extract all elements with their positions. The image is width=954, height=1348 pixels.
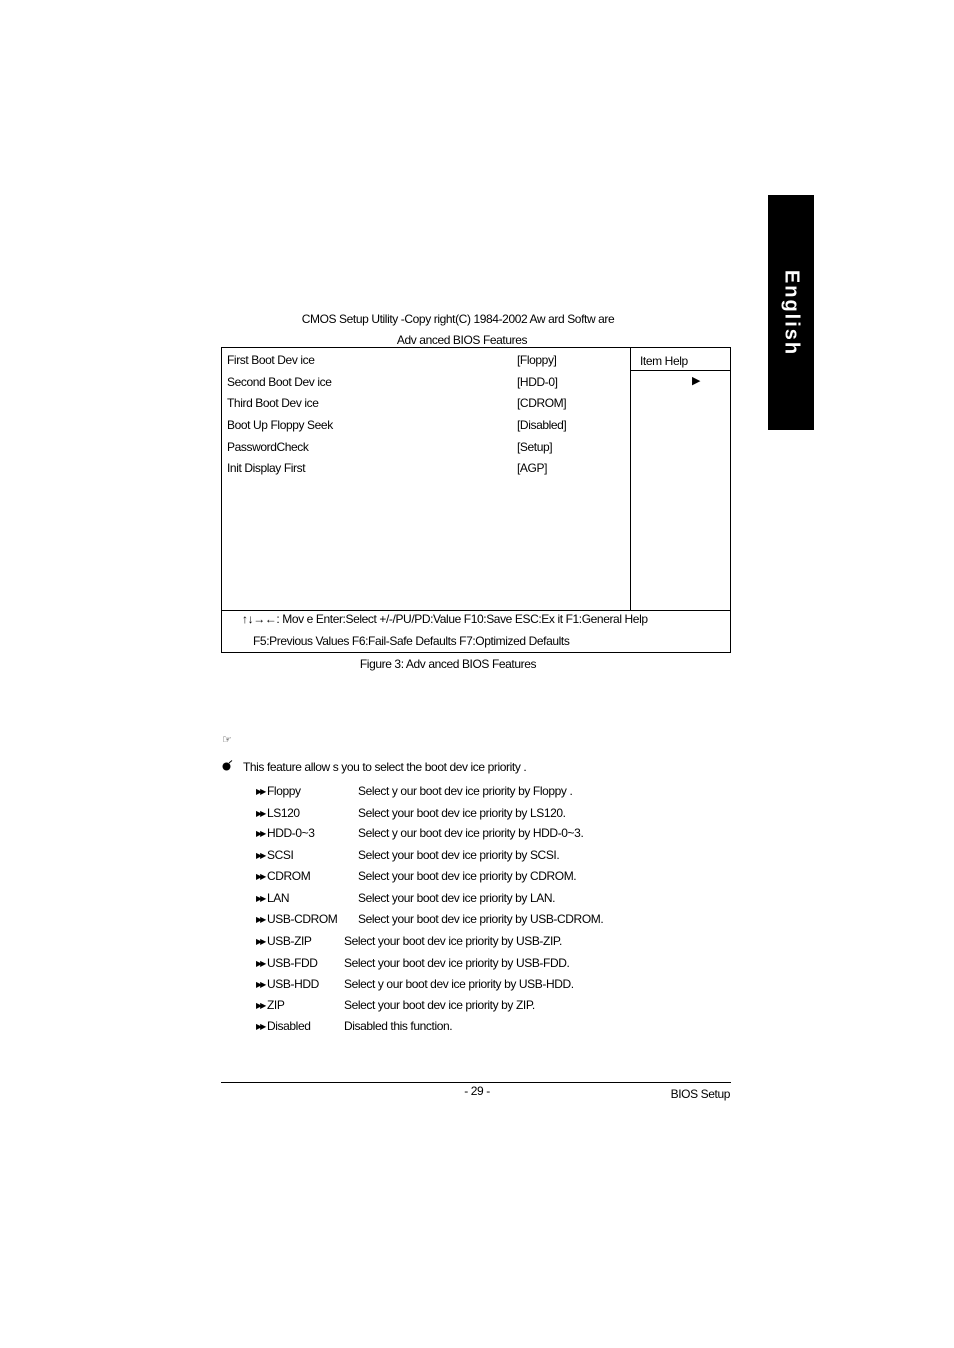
- key-legend-line-2: F5:Previous Values F6:Fail-Safe Defaults F7:Optimized Defaults: [253, 634, 570, 648]
- pointing-hand-icon: ☞: [222, 734, 232, 746]
- right-triangle-icon: ▶: [692, 375, 701, 387]
- bomb-bullet-icon: [222, 758, 233, 776]
- option-item: ▶▶ USB-ZIP Select your boot dev ice priority by USB-ZIP.: [256, 931, 312, 951]
- figure-caption: Figure 3: Adv anced BIOS Features: [359, 657, 537, 671]
- option-item: ▶▶ Disabled Disabled this function.: [256, 1016, 311, 1036]
- double-arrow-icon: ▶▶: [256, 872, 265, 881]
- bios-item-value: [Floppy]: [517, 353, 557, 367]
- bios-header-subtitle: Adv anced BIOS Features: [396, 333, 528, 347]
- double-arrow-icon: ▶▶: [256, 959, 265, 968]
- bios-item-third-boot-device[interactable]: Third Boot Dev ice [CDROM]: [227, 393, 319, 413]
- option-item: ▶▶ USB-HDD Select y our boot dev ice priority by USB-HDD.: [256, 974, 319, 994]
- key-legend-line-1: ↑↓→←: Mov e Enter:Select +/-/PU/PD:Value F10:Save ESC:Ex it F1:General Help: [242, 612, 648, 626]
- bios-item-init-display-first[interactable]: Init Display First [AGP]: [227, 458, 305, 478]
- option-item: ▶▶ USB-FDD Select your boot dev ice priority by USB-FDD.: [256, 953, 318, 973]
- language-tab: [768, 195, 814, 430]
- option-item: ▶▶ CDROM Select your boot dev ice priority by CDROM.: [256, 866, 310, 886]
- double-arrow-icon: ▶▶: [256, 915, 265, 924]
- bios-screen: [221, 347, 731, 653]
- option-item: ▶▶ HDD-0~3 Select y our boot dev ice priority by HDD-0~3.: [256, 823, 315, 843]
- bios-item-second-boot-device[interactable]: Second Boot Dev ice [HDD-0]: [227, 372, 331, 392]
- double-arrow-icon: ▶▶: [256, 937, 265, 946]
- option-item: ▶▶ ZIP Select your boot dev ice priority by ZIP.: [256, 995, 284, 1015]
- double-arrow-icon: ▶▶: [256, 809, 265, 818]
- double-arrow-icon: ▶▶: [256, 980, 265, 989]
- double-arrow-icon: ▶▶: [256, 1001, 265, 1010]
- double-arrow-icon: ▶▶: [256, 894, 265, 903]
- option-item: ▶▶ LAN Select your boot dev ice priority by LAN.: [256, 888, 289, 908]
- bios-item-value: [Setup]: [517, 440, 553, 454]
- double-arrow-icon: ▶▶: [256, 851, 265, 860]
- double-arrow-icon: ▶▶: [256, 787, 265, 796]
- bios-item-value: [AGP]: [517, 461, 548, 475]
- double-arrow-icon: ▶▶: [256, 829, 265, 838]
- language-tab-label: English: [780, 269, 803, 356]
- intro-line: [222, 758, 526, 776]
- page-number: - 29 -: [464, 1084, 490, 1098]
- intro-text: This feature allow s you to select the boot dev ice priority .: [242, 760, 527, 774]
- bios-item-boot-up-floppy-seek[interactable]: Boot Up Floppy Seek [Disabled]: [227, 415, 333, 435]
- option-item: ▶▶ USB-CDROM Select your boot dev ice priority by USB-CDROM.: [256, 909, 337, 929]
- bios-item-first-boot-device[interactable]: First Boot Dev ice [Floppy]: [227, 350, 315, 370]
- item-help-title: Item Help: [640, 354, 688, 368]
- option-item: ▶▶ Floppy Select y our boot dev ice priority by Floppy .: [256, 781, 301, 801]
- bios-item-password-check[interactable]: PasswordCheck [Setup]: [227, 437, 309, 457]
- bios-item-value: [CDROM]: [517, 396, 567, 410]
- double-arrow-icon: ▶▶: [256, 1022, 265, 1031]
- bios-item-value: [HDD-0]: [517, 375, 558, 389]
- bios-item-value: [Disabled]: [517, 418, 567, 432]
- help-panel-divider: [630, 348, 631, 610]
- option-item: ▶▶ SCSI Select your boot dev ice priority by SCSI.: [256, 845, 293, 865]
- option-item: ▶▶ LS120 Select your boot dev ice priority by LS120.: [256, 803, 300, 823]
- footer-section-label: BIOS Setup: [670, 1087, 730, 1101]
- bios-header-title: CMOS Setup Utility -Copy right(C) 1984-2002 Aw ard Softw are: [301, 312, 615, 326]
